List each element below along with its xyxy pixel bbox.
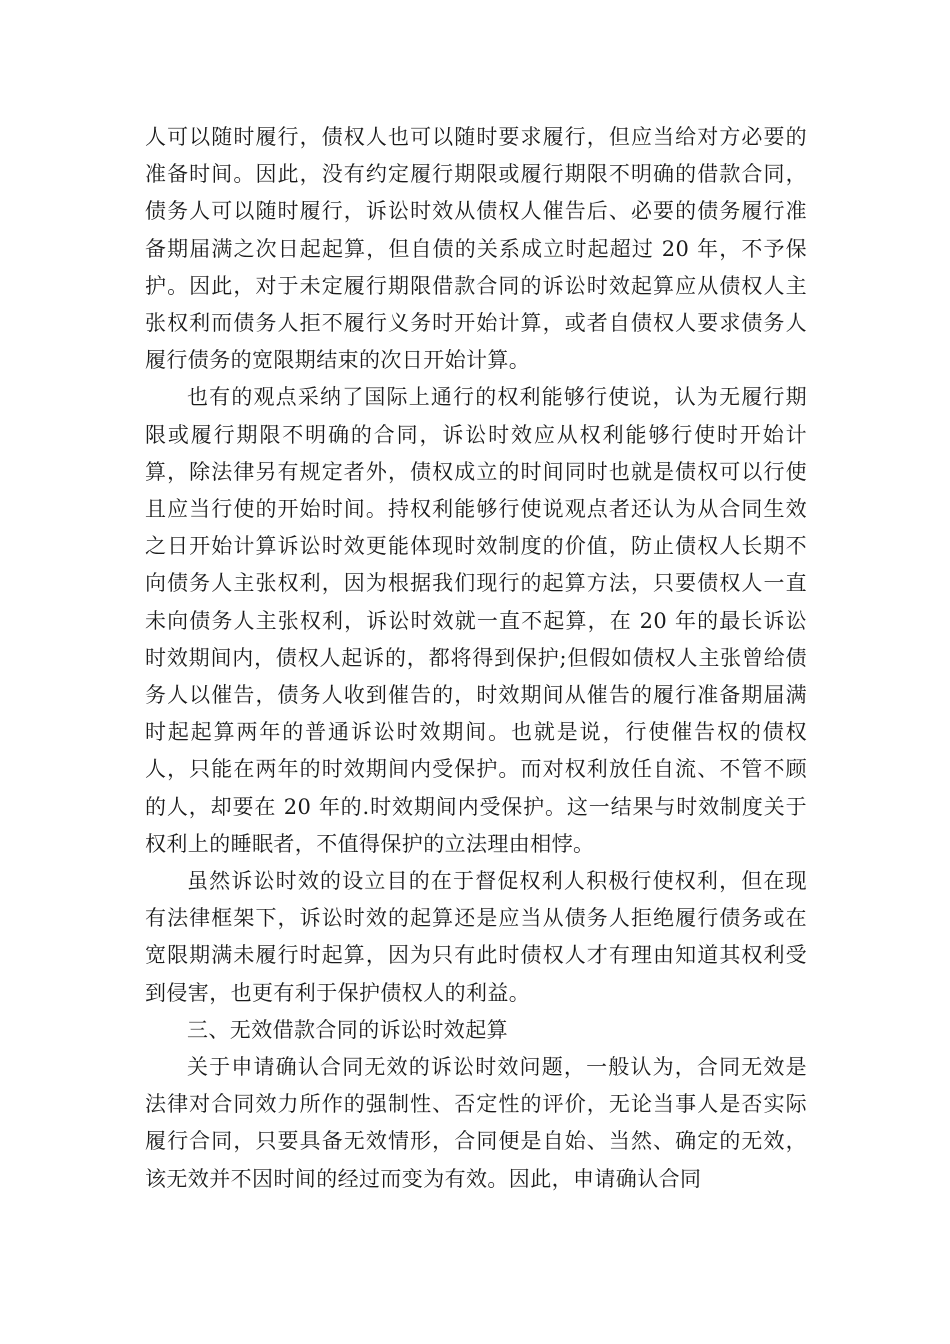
paragraph-2: 也有的观点采纳了国际上通行的权利能够行使说，认为无履行期限或履行期限不明确的合同，诉讼时效应从权利能够行使时开始计算，除法律另有规定者外，债权成立的时间同时也就是债权可以行使且应当行使的开始时间。持权利能够行使说观点者还认为从合同生效之日开始计算诉讼时效更能体现时效制度的价值，防止债权人长期不向债务人主张权利，因为根据我们现行的起算方法，只要债权人一直未向债务人主张权利，诉讼时效就一直不起算，在 20 年的最长诉讼时效期间内，债权人起诉的，都将得到保护;但假如债权人主张曾给债务人以催告，债务人收到催告的，时效期间从催告的履行准备期届满时起起算两年的普通诉讼时效期间。也就是说，行使催告权的债权人，只能在两年的时效期间内受保护。而对权利放任自流、不管不顾的人，却要在 20 年的.时效期间内受保护。这一结果与时效制度关于权利上的睡眠者，不值得保护的立法理由相悖。 bbox=[145, 385, 807, 856]
paragraph-1: 人可以随时履行，债权人也可以随时要求履行，但应当给对方必要的准备时间。因此，没有约定履行期限或履行期限不明确的借款合同，债务人可以随时履行，诉讼时效从债权人催告后、必要的债务履行准备期届满之次日起起算，但自债的关系成立时起超过 20 年，不予保护。因此，对于未定履行期限借款合同的诉讼时效起算应从债权人主张权利而债务人拒不履行义务时开始计算，或者自债权人要求债务人履行债务的宽限期结束的次日开始计算。 bbox=[145, 125, 807, 373]
document-body bbox=[145, 119, 807, 1198]
paragraph-4: 关于申请确认合同无效的诉讼时效问题，一般认为，合同无效是法律对合同效力所作的强制性、否定性的评价，无论当事人是否实际履行合同，只要具备无效情形，合同便是自始、当然、确定的无效，该无效并不因时间的经过而变为有效。因此，申请确认合同 bbox=[145, 1055, 807, 1191]
section-heading: 三、无效借款合同的诉讼时效起算 bbox=[187, 1017, 508, 1042]
paragraph-3: 虽然诉讼时效的设立目的在于督促权利人积极行使权利，但在现有法律框架下，诉讼时效的起算还是应当从债务人拒绝履行债务或在宽限期满未履行时起算，因为只有此时债权人才有理由知道其权利受到侵害，也更有利于保护债权人的利益。 bbox=[145, 869, 807, 1005]
